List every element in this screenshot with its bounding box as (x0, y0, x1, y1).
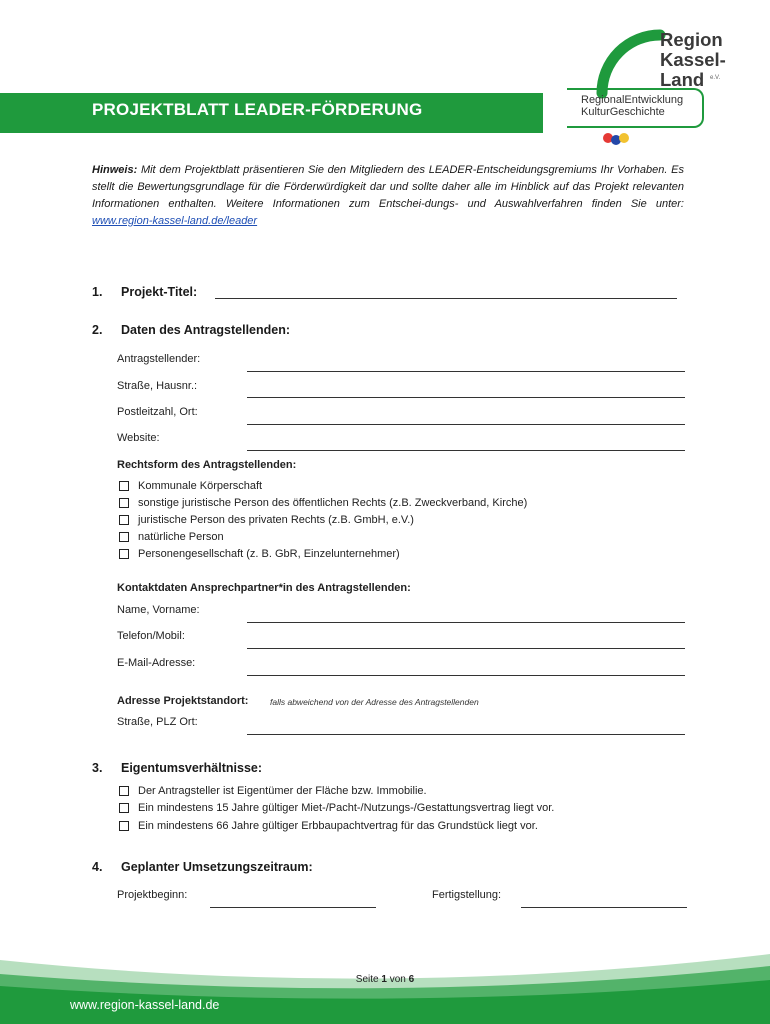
field-label-postcode: Postleitzahl, Ort: (117, 406, 198, 418)
site-address-note: falls abweichend von der Adresse des Antragstellenden (270, 697, 479, 707)
section-3-number: 3. (92, 761, 103, 775)
region-logo-arc-icon (590, 27, 670, 147)
legal-form-title: Rechtsform des Antragstellenden: (117, 459, 297, 471)
checkbox[interactable] (119, 515, 129, 525)
phone-field[interactable] (247, 648, 685, 649)
field-label-name: Name, Vorname: (117, 604, 200, 616)
section-1-number: 1. (92, 285, 103, 299)
leader-link[interactable]: www.region-kassel-land.de/leader (92, 215, 258, 227)
checkbox[interactable] (119, 481, 129, 491)
project-start-field[interactable] (210, 907, 376, 908)
street-field[interactable] (247, 397, 685, 398)
legal-option-4[interactable]: natürliche Person (119, 531, 224, 543)
legal-option-1[interactable]: Kommunale Körperschaft (119, 480, 262, 492)
legal-option-3[interactable]: juristische Person des privaten Rechts (z.B. GmbH, e.V.) (119, 514, 414, 526)
ownership-option-2[interactable]: Ein mindestens 15 Jahre gültiger Miet-/Pacht-/Nutzungs-/Gestattungsvertrag liegt vor. (119, 802, 554, 814)
postcode-field[interactable] (247, 424, 685, 425)
field-label-end: Fertigstellung: (432, 889, 502, 901)
project-end-field[interactable] (521, 907, 687, 908)
section-3-title: Eigentumsverhältnisse: (121, 761, 263, 775)
checkbox[interactable] (119, 549, 129, 559)
legal-option-5[interactable]: Personengesellschaft (z. B. GbR, Einzelunternehmer) (119, 548, 400, 560)
logo-line-2: Kassel- (660, 49, 726, 70)
field-label-site: Straße, PLZ Ort: (117, 716, 198, 728)
logo-line-1: Region (660, 29, 723, 50)
field-label-email: E-Mail-Adresse: (117, 657, 196, 669)
field-label-phone: Telefon/Mobil: (117, 630, 185, 642)
project-title-field[interactable] (215, 298, 677, 299)
hint-text: Mit dem Projektblatt präsentieren Sie den Mitgliedern des LEADER-Entscheidungsgremiums Ihr Vorhaben. Es stellt die Bewertungsgrundlage für die Förderwürdigkeit dar und sollte daher alle im Hinblick auf das Projekt relevanten Informationen enthalten. Weitere Informationen zum Entschei-dungs- und Auswahlverfahren finden Sie unter: (92, 164, 684, 210)
checkbox[interactable] (119, 532, 129, 542)
ownership-option-1[interactable]: Der Antragsteller ist Eigentümer der Fläche bzw. Immobilie. (119, 785, 427, 797)
checkbox[interactable] (119, 786, 129, 796)
section-2-number: 2. (92, 323, 103, 337)
field-label-applicant: Antragstellender: (117, 353, 201, 365)
field-label-website: Website: (117, 432, 160, 444)
section-1-title: Projekt-Titel: (121, 285, 198, 299)
contact-title: Kontaktdaten Ansprechpartner*in des Antragstellenden: (117, 582, 411, 594)
logo-subtitle-1: RegionalEntwicklung (581, 94, 684, 106)
page-title: PROJEKTBLATT LEADER-FÖRDERUNG (92, 100, 423, 119)
logo-line-3: Land (660, 69, 705, 90)
name-field[interactable] (247, 622, 685, 623)
checkbox[interactable] (119, 803, 129, 813)
hint-label: Hinweis: (92, 164, 138, 176)
logo-subtitle-2: KulturGeschichte (581, 106, 665, 118)
checkbox[interactable] (119, 498, 129, 508)
site-address-title: Adresse Projektstandort: (117, 695, 249, 707)
section-2-title: Daten des Antragstellenden: (121, 323, 291, 337)
section-4-number: 4. (92, 860, 103, 874)
site-address-field[interactable] (247, 734, 685, 735)
checkbox[interactable] (119, 821, 129, 831)
applicant-field[interactable] (247, 371, 685, 372)
footer-url[interactable]: www.region-kassel-land.de (70, 998, 220, 1012)
field-label-start: Projektbeginn: (117, 889, 188, 901)
section-4-title: Geplanter Umsetzungszeitraum: (121, 860, 313, 874)
logo-ev: e.V. (710, 75, 721, 81)
hint-paragraph (92, 162, 684, 230)
legal-option-2[interactable]: sonstige juristische Person des öffentlichen Rechts (z.B. Zweckverband, Kirche) (119, 497, 527, 509)
website-field[interactable] (247, 450, 685, 451)
field-label-street: Straße, Hausnr.: (117, 380, 198, 392)
email-field[interactable] (247, 675, 685, 676)
ownership-option-3[interactable]: Ein mindestens 66 Jahre gültiger Erbbaupachtvertrag für das Grundstück liegt vor. (119, 820, 538, 832)
page-number: Seite 1 von 6 (355, 974, 415, 985)
